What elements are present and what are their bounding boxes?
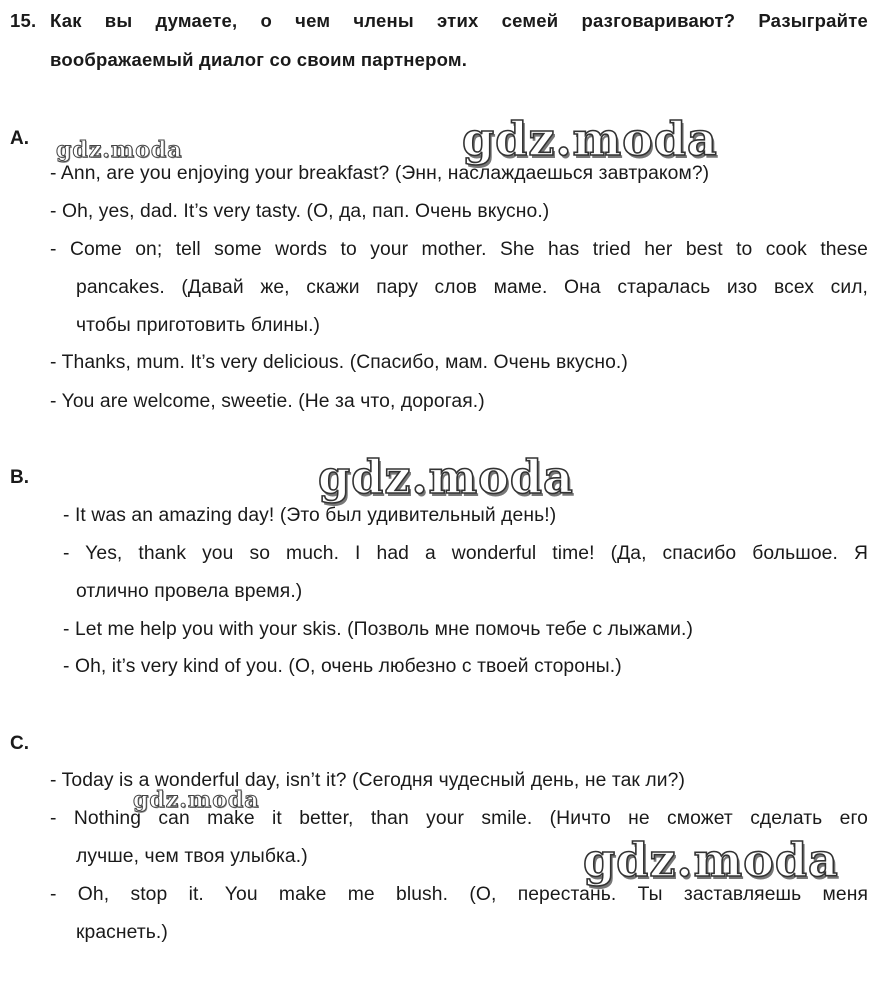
task-text-line1: Как вы думаете, о чем члены этих семей разговаривают? Разыграйте <box>50 10 868 31</box>
section-a-line-6: - Thanks, mum. It’s very delicious. (Спасибо, мам. Очень вкусно.) <box>50 352 628 373</box>
section-c-line-1: - Today is a wonderful day, isn’t it? (Сегодня чудесный день, не так ли?) <box>50 770 685 791</box>
watermark-logo: gdz.moda <box>318 450 574 504</box>
watermark-logo: gdz.moda <box>462 112 718 166</box>
watermark-logo: gdz.moda <box>133 787 260 813</box>
section-a-line-1: - Ann, are you enjoying your breakfast? (Энн, наслаждаешься завтраком?) <box>50 163 710 184</box>
section-a-line-2: - Oh, yes, dad. It’s very tasty. (О, да, пап. Очень вкусно.) <box>50 201 550 222</box>
section-a-line-7: - You are welcome, sweetie. (Не за что, дорогая.) <box>50 391 485 412</box>
watermark-logo: gdz.moda <box>583 833 839 887</box>
section-b-line-4: - Let me help you with your skis. (Позволь мне помочь тебе с лыжами.) <box>63 619 693 640</box>
section-a-line-5: чтобы приготовить блины.) <box>76 315 321 336</box>
task-header <box>10 10 870 32</box>
section-a-line-4: pancakes. (Давай же, скажи пару слов маме. Она старалась изо всех сил, <box>76 277 868 298</box>
section-c-line-2: - Nothing can make it better, than your smile. (Ничто не сможет сделать его <box>50 808 868 829</box>
section-c-line-5: краснеть.) <box>76 922 168 943</box>
section-c-label: C. <box>10 733 29 754</box>
section-a-line-3: - Come on; tell some words to your mother. She has tried her best to cook these <box>50 239 868 260</box>
task-number: 15. <box>10 10 37 31</box>
watermark-logo: gdz.moda <box>56 137 183 163</box>
section-a-label: A. <box>10 128 29 149</box>
section-b-line-1: - It was an amazing day! (Это был удивительный день!) <box>63 505 557 526</box>
task-text-line2: воображаемый диалог со своим партнером. <box>50 49 468 70</box>
section-c-line-3: лучше, чем твоя улыбка.) <box>76 846 308 867</box>
section-b-line-5: - Oh, it’s very kind of you. (О, очень любезно с твоей стороны.) <box>63 656 622 677</box>
section-c-line-4: - Oh, stop it. You make me blush. (О, перестань. Ты заставляешь меня <box>50 884 868 905</box>
section-b-label: B. <box>10 467 29 488</box>
section-b-line-3: отлично провела время.) <box>76 581 303 602</box>
section-b-line-2: - Yes, thank you so much. I had a wonderful time! (Да, спасибо большое. Я <box>63 543 868 564</box>
